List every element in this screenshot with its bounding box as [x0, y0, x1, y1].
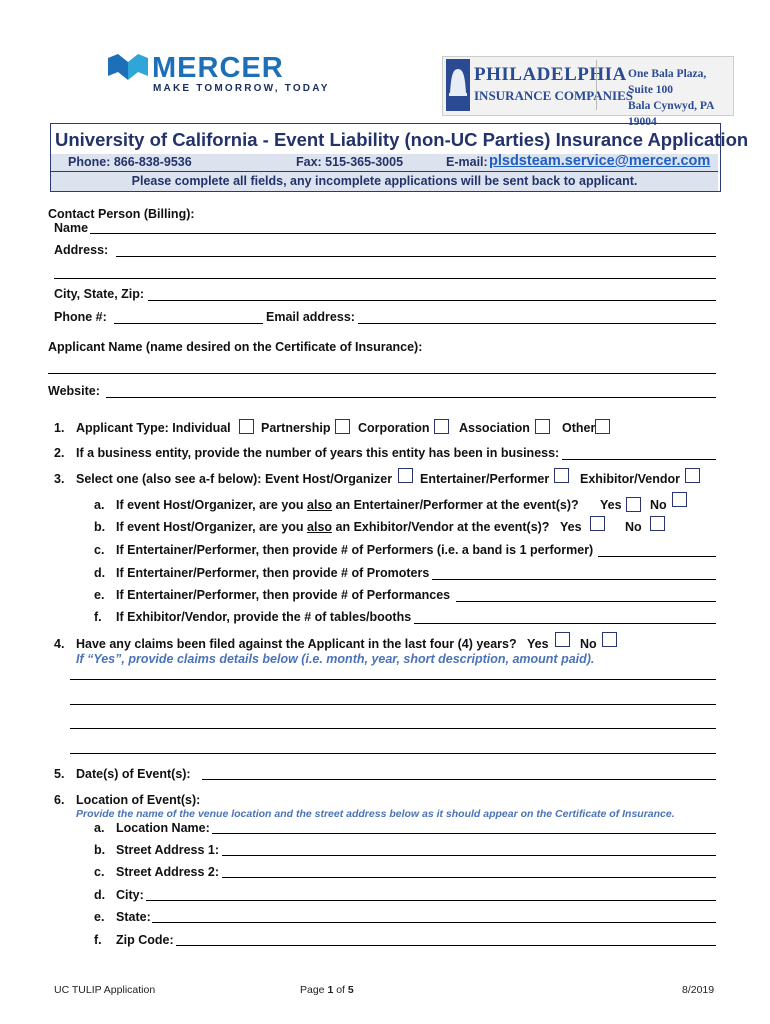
q6f-letter: f.	[94, 933, 102, 947]
q3e-text: If Entertainer/Performer, then provide # of Performances	[116, 588, 451, 602]
footer-page-pre: Page	[300, 984, 328, 996]
contact-heading: Contact Person (Billing):	[48, 207, 195, 221]
contact-name-label: Name	[54, 221, 89, 235]
q3a-text-pre: If event Host/Organizer, are you	[116, 498, 308, 512]
q3f-text: If Exhibitor/Vendor, provide the # of tables/booths	[116, 610, 412, 624]
contact-phone-label: Phone #:	[54, 310, 107, 324]
q3a-yes-checkbox[interactable]	[626, 497, 641, 512]
q6e-label: State:	[116, 910, 151, 924]
q6d-label: City:	[116, 888, 144, 902]
association-checkbox[interactable]	[535, 419, 550, 434]
q3a-also: also	[307, 498, 333, 512]
mercer-wordmark: MERCER	[152, 52, 284, 84]
zip-code-field[interactable]	[176, 945, 716, 946]
other-checkbox[interactable]	[595, 419, 610, 434]
footer-page-current: 1	[327, 984, 334, 996]
applicant-name-label: Applicant Name (name desired on the Certificate of Insurance):	[48, 340, 423, 354]
q4-label: Have any claims been filed against the Applicant in the last four (4) years?	[76, 637, 517, 651]
q3a-yes-label: Yes	[600, 498, 622, 512]
claims-yes-checkbox[interactable]	[555, 632, 570, 647]
host-organizer-checkbox[interactable]	[398, 468, 413, 483]
contact-address-label: Address:	[54, 243, 109, 257]
q1-other-label: Other	[562, 421, 596, 435]
contact-city-label: City, State, Zip:	[54, 287, 145, 301]
tables-booths-field[interactable]	[414, 623, 716, 624]
address-line-2: Bala Cynwyd, PA 19004	[628, 100, 714, 128]
mercer-logo-mark	[108, 54, 148, 80]
event-dates-field[interactable]	[202, 779, 716, 780]
q3b-question	[116, 520, 549, 534]
q3a-no-checkbox[interactable]	[672, 492, 687, 507]
exhibitor-checkbox[interactable]	[685, 468, 700, 483]
q3a-no-label: No	[650, 498, 667, 512]
individual-checkbox[interactable]	[239, 419, 254, 434]
applicant-name-field[interactable]	[48, 373, 716, 374]
contact-phone-field[interactable]	[114, 323, 263, 324]
footer-page-total: 5	[347, 984, 354, 996]
q5-number: 5.	[54, 767, 65, 781]
q6-label: Location of Event(s):	[76, 793, 201, 807]
entertainer-checkbox[interactable]	[554, 468, 569, 483]
q6-hint: Provide the name of the venue location and the street address below as it should appear on the Certificate of Insurance.	[76, 808, 675, 820]
philadelphia-address	[628, 66, 728, 130]
footer-date: 8/2019	[682, 984, 715, 996]
q3f-letter: f.	[94, 610, 102, 624]
location-name-field[interactable]	[212, 833, 716, 834]
footer-doc-name: UC TULIP Application	[54, 984, 156, 996]
contact-email-label: E-mail:	[446, 155, 488, 169]
q3b-no-checkbox[interactable]	[650, 516, 665, 531]
address-line-1: One Bala Plaza, Suite 100	[628, 68, 707, 96]
q3b-also: also	[307, 520, 333, 534]
q3b-yes-label: Yes	[560, 520, 582, 534]
q3b-no-label: No	[625, 520, 642, 534]
contact-fax: Fax: 515-365-3005	[296, 155, 404, 169]
q2-label: If a business entity, provide the number of years this entity has been in business:	[76, 446, 560, 460]
footer-page-mid: of	[333, 984, 348, 996]
q6c-letter: c.	[94, 865, 105, 879]
contact-email-label-field: Email address:	[266, 310, 355, 324]
q6a-letter: a.	[94, 821, 105, 835]
claims-details-line-3[interactable]	[70, 728, 716, 729]
contact-email-link[interactable]: plsdsteam.service@mercer.com	[489, 153, 711, 169]
contact-city-field[interactable]	[148, 300, 716, 301]
website-field[interactable]	[106, 397, 716, 398]
contact-address-field-2[interactable]	[54, 278, 716, 279]
q3-entertainer-label: Entertainer/Performer	[420, 472, 550, 486]
q6-number: 6.	[54, 793, 65, 807]
q3a-question	[116, 498, 579, 512]
q1-label: Applicant Type: Individual	[76, 421, 231, 435]
q3-number: 3.	[54, 472, 65, 486]
q2-number: 2.	[54, 446, 65, 460]
q1-association-label: Association	[459, 421, 530, 435]
page-title: University of California - Event Liability (non-UC Parties) Insurance Application	[55, 129, 749, 150]
partnership-checkbox[interactable]	[335, 419, 350, 434]
contact-phone: Phone: 866-838-9536	[68, 155, 192, 169]
q3b-letter: b.	[94, 520, 106, 534]
q3-label: Select one (also see a-f below): Event Host/Organizer	[76, 472, 393, 486]
q4-number: 4.	[54, 637, 65, 651]
q3b-text-pre: If event Host/Organizer, are you	[116, 520, 308, 534]
performers-count-field[interactable]	[598, 556, 716, 557]
q3-exhibitor-label: Exhibitor/Vendor	[580, 472, 681, 486]
logo-divider	[596, 60, 597, 110]
q5-label: Date(s) of Event(s):	[76, 767, 191, 781]
q1-corporation-label: Corporation	[358, 421, 430, 435]
q3b-yes-checkbox[interactable]	[590, 516, 605, 531]
q4-no-label: No	[580, 637, 597, 651]
footer-page-number	[300, 984, 354, 996]
corporation-checkbox[interactable]	[434, 419, 449, 434]
q1-partnership-label: Partnership	[261, 421, 331, 435]
q3d-text: If Entertainer/Performer, then provide # of Promoters	[116, 566, 430, 580]
claims-details-line-1[interactable]	[70, 679, 716, 680]
claims-details-line-2[interactable]	[70, 704, 716, 705]
liberty-bell-icon	[446, 59, 470, 111]
contact-email-field[interactable]	[358, 323, 716, 324]
philadelphia-name: PHILADELPHIA	[474, 64, 627, 85]
q3a-text-post: an Entertainer/Performer at the event(s)?	[332, 498, 579, 512]
q6c-label: Street Address 2:	[116, 865, 220, 879]
claims-no-checkbox[interactable]	[602, 632, 617, 647]
completion-notice: Please complete all fields, any incomplete applications will be sent back to applicant.	[131, 174, 638, 188]
q6b-letter: b.	[94, 843, 106, 857]
state-field[interactable]	[152, 922, 716, 923]
q6d-letter: d.	[94, 888, 106, 902]
q6a-label: Location Name:	[116, 821, 210, 835]
street-address-2-field[interactable]	[222, 877, 716, 878]
website-label: Website:	[48, 384, 100, 398]
street-address-1-field[interactable]	[222, 855, 716, 856]
q4-yes-label: Yes	[527, 637, 549, 651]
q4-hint: If “Yes”, provide claims details below (i.e. month, year, short description, amount paid).	[76, 652, 595, 666]
q3a-letter: a.	[94, 498, 105, 512]
mercer-tagline: MAKE TOMORROW, TODAY	[153, 83, 330, 94]
q3c-text: If Entertainer/Performer, then provide # of Performers (i.e. a band is 1 performer)	[116, 543, 594, 557]
q3b-text-post: an Exhibitor/Vendor at the event(s)?	[332, 520, 550, 534]
city-field[interactable]	[146, 900, 716, 901]
q6b-label: Street Address 1:	[116, 843, 220, 857]
performances-count-field[interactable]	[456, 601, 716, 602]
q3d-letter: d.	[94, 566, 106, 580]
promoters-count-field[interactable]	[432, 579, 716, 580]
q3c-letter: c.	[94, 543, 105, 557]
contact-address-field[interactable]	[116, 256, 716, 257]
q3e-letter: e.	[94, 588, 105, 602]
contact-name-field[interactable]	[90, 233, 716, 234]
q6f-label: Zip Code:	[116, 933, 174, 947]
claims-details-line-4[interactable]	[70, 753, 716, 754]
years-in-business-field[interactable]	[562, 459, 716, 460]
philadelphia-subname: INSURANCE COMPANIES	[474, 88, 634, 103]
q1-number: 1.	[54, 421, 65, 435]
q6e-letter: e.	[94, 910, 105, 924]
